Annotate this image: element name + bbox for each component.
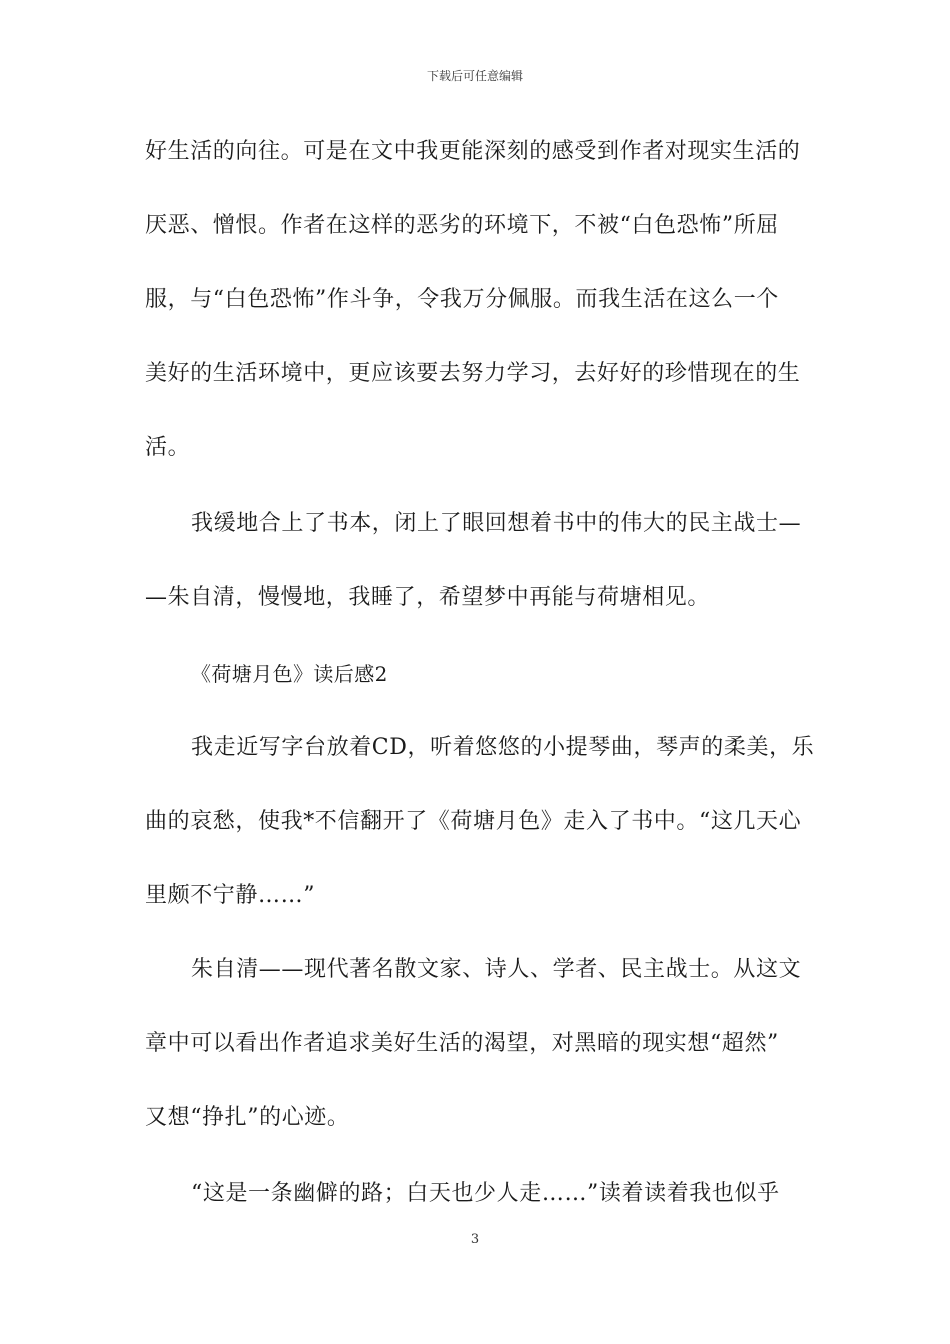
body-line: 曲的哀愁，使我*不信翻开了《荷塘月色》走入了书中。“这几天心: [145, 809, 802, 834]
body-line: 我缓地合上了书本，闭上了眼回想着书中的伟大的民主战士—: [191, 511, 802, 536]
section-title: 《荷塘月色》读后感2: [191, 662, 388, 686]
body-line: 章中可以看出作者追求美好生活的渴望，对黑暗的现实想“超然”: [145, 1031, 779, 1056]
body-line: 里颇不宁静……”: [145, 883, 316, 908]
page-header: 下载后可任意编辑: [426, 69, 523, 83]
body-line: 服，与“白色恐怖”作斗争，令我万分佩服。而我生活在这么一个: [145, 287, 779, 312]
body-line: 厌恶、憎恨。作者在这样的恶劣的环境下，不被“白色恐怖”所屈: [145, 213, 779, 238]
body-line: 好生活的向往。可是在文中我更能深刻的感受到作者对现实生活的: [145, 139, 801, 164]
body-line: “这是一条幽僻的路；白天也少人走……”读着读着我也似乎: [191, 1181, 780, 1206]
body-line: —朱自清，慢慢地，我睡了，希望梦中再能与荷塘相见。: [145, 585, 711, 610]
body-line: 我走近写字台放着CD，听着悠悠的小提琴曲，琴声的柔美，乐: [191, 735, 815, 760]
body-line: 朱自清——现代著名散文家、诗人、学者、民主战士。从这文: [191, 957, 802, 982]
body-line: 美好的生活环境中，更应该要去努力学习，去好好的珍惜现在的生: [145, 361, 801, 386]
body-line: 活。: [145, 435, 191, 460]
page-number: 3: [470, 1232, 480, 1247]
body-line: 又想“挣扎”的心迹。: [145, 1105, 350, 1130]
